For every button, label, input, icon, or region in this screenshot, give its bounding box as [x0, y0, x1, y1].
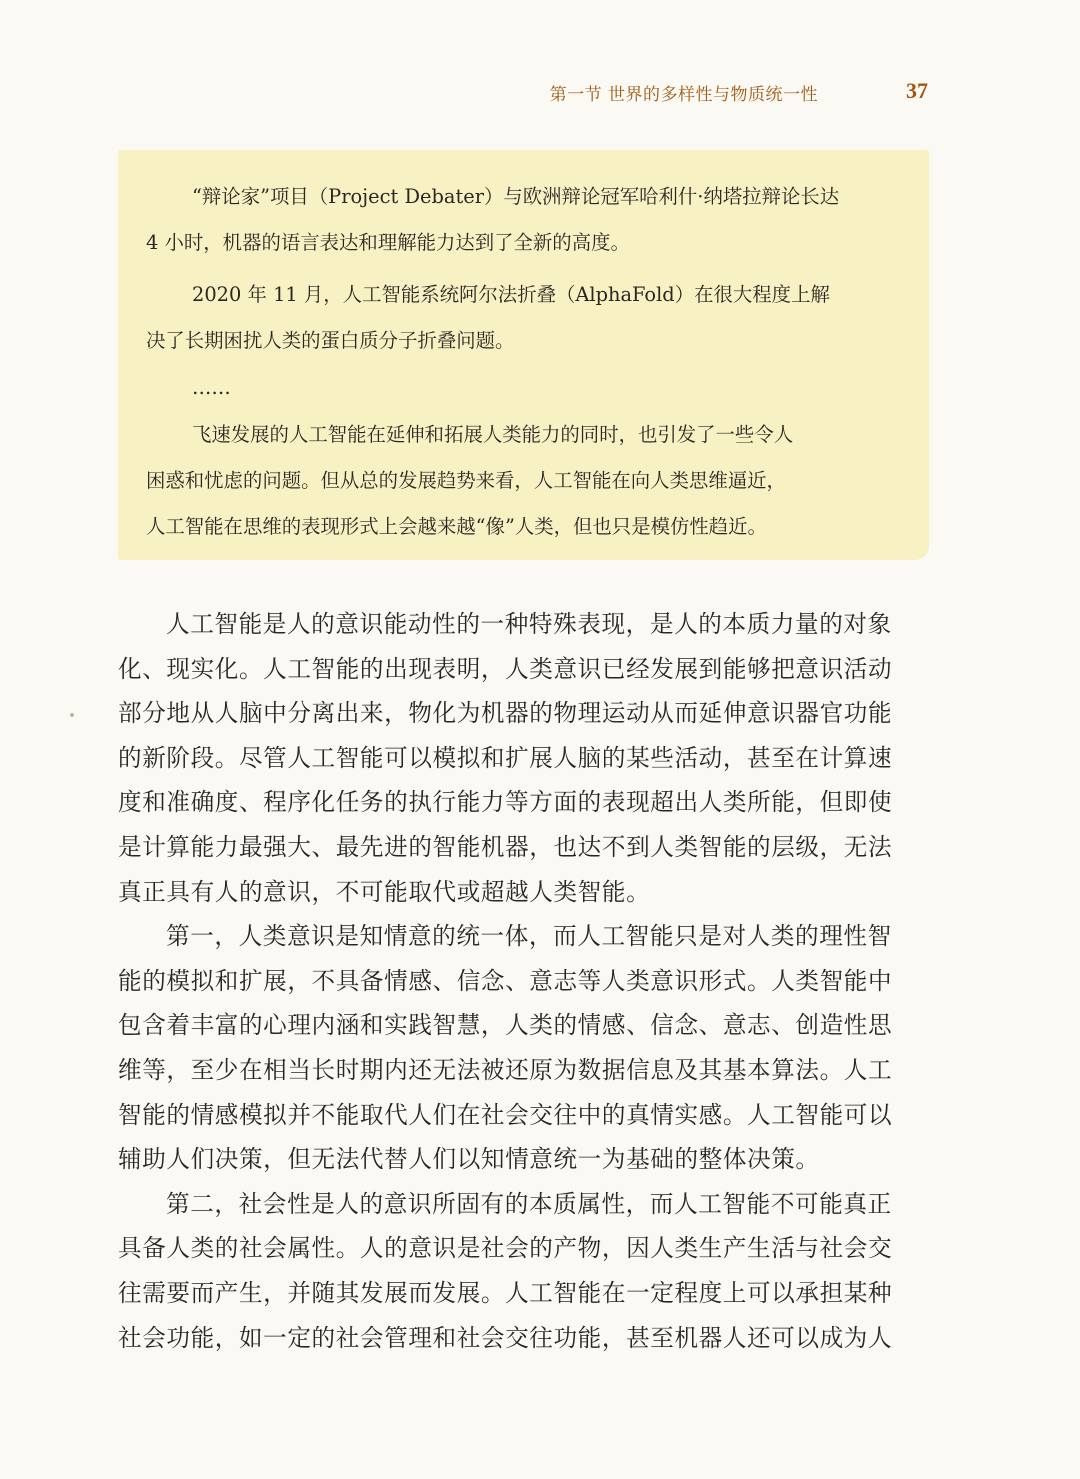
- body-line: 智能的情感模拟并不能取代人们在社会交往中的真情实感。人工智能可以: [118, 1100, 893, 1129]
- body-line: 第一，人类意识是知情意的统一体，而人工智能只是对人类的理性智: [166, 922, 892, 951]
- body-line: 第二，社会性是人的意识所固有的本质属性，而人工智能不可能真正: [166, 1189, 892, 1218]
- body-line: 维等，至少在相当长时期内还无法被还原为数据信息及其基本算法。人工: [118, 1055, 893, 1084]
- body-line: 是计算能力最强大、最先进的智能机器，也达不到人类智能的层级，无法: [118, 832, 893, 861]
- box-line: 决了长期困扰人类的蛋白质分子折叠问题。: [146, 329, 515, 352]
- box-line: 飞速发展的人工智能在延伸和拓展人类能力的同时，也引发了一些令人: [192, 423, 794, 446]
- highlight-box: [118, 150, 929, 560]
- body-text: [118, 602, 938, 1360]
- box-line: “辩论家”项目（Project Debater）与欧洲辩论冠军哈利什·纳塔拉辩论长达: [192, 185, 840, 208]
- body-line: 能的模拟和扩展，不具备情感、信念、意志等人类意识形式。人类智能中: [118, 966, 893, 995]
- body-line: 辅助人们决策，但无法代替人们以知情意统一为基础的整体决策。: [118, 1145, 820, 1174]
- section-title: 第一节 世界的多样性与物质统一性: [549, 85, 818, 105]
- box-line: 2020 年 11 月，人工智能系统阿尔法折叠（AlphaFold）在很大程度上解: [192, 283, 830, 306]
- body-line: 化、现实化。人工智能的出现表明，人类意识已经发展到能够把意识活动: [118, 654, 893, 683]
- body-line: 具备人类的社会属性。人的意识是社会的产物，因人类生产生活与社会交: [118, 1234, 893, 1263]
- body-line: 人工智能是人的意识能动性的一种特殊表现，是人的本质力量的对象: [166, 610, 892, 638]
- box-ellipsis: ……: [192, 376, 231, 399]
- body-line: 的新阶段。尽管人工智能可以模拟和扩展人脑的某些活动，甚至在计算速: [118, 743, 893, 772]
- body-line: 真正具有人的意识，不可能取代或超越人类智能。: [118, 877, 651, 906]
- body-line: 往需要而产生，并随其发展而发展。人工智能在一定程度上可以承担某种: [118, 1278, 893, 1307]
- box-line: 人工智能在思维的表现形式上会越来越“像”人类，但也只是模仿性趋近。: [146, 515, 767, 538]
- body-line: 度和准确度、程序化任务的执行能力等方面的表现超出人类所能，但即使: [118, 788, 893, 817]
- box-line: 困惑和忧虑的问题。但从总的发展趋势来看，人工智能在向人类思维逼近，: [146, 469, 786, 492]
- body-line: 包含着丰富的心理内涵和实践智慧，人类的情感、信念、意志、创造性思: [118, 1011, 893, 1040]
- box-line: 4 小时，机器的语言表达和理解能力达到了全新的高度。: [146, 231, 630, 254]
- body-line: 社会功能，如一定的社会管理和社会交往功能，甚至机器人还可以成为人: [118, 1323, 893, 1352]
- running-header: [0, 78, 1080, 108]
- margin-dot: [70, 713, 74, 717]
- body-line: 部分地从人脑中分离出来，物化为机器的物理运动从而延伸意识器官功能: [118, 699, 893, 728]
- page-number: 37: [906, 78, 928, 103]
